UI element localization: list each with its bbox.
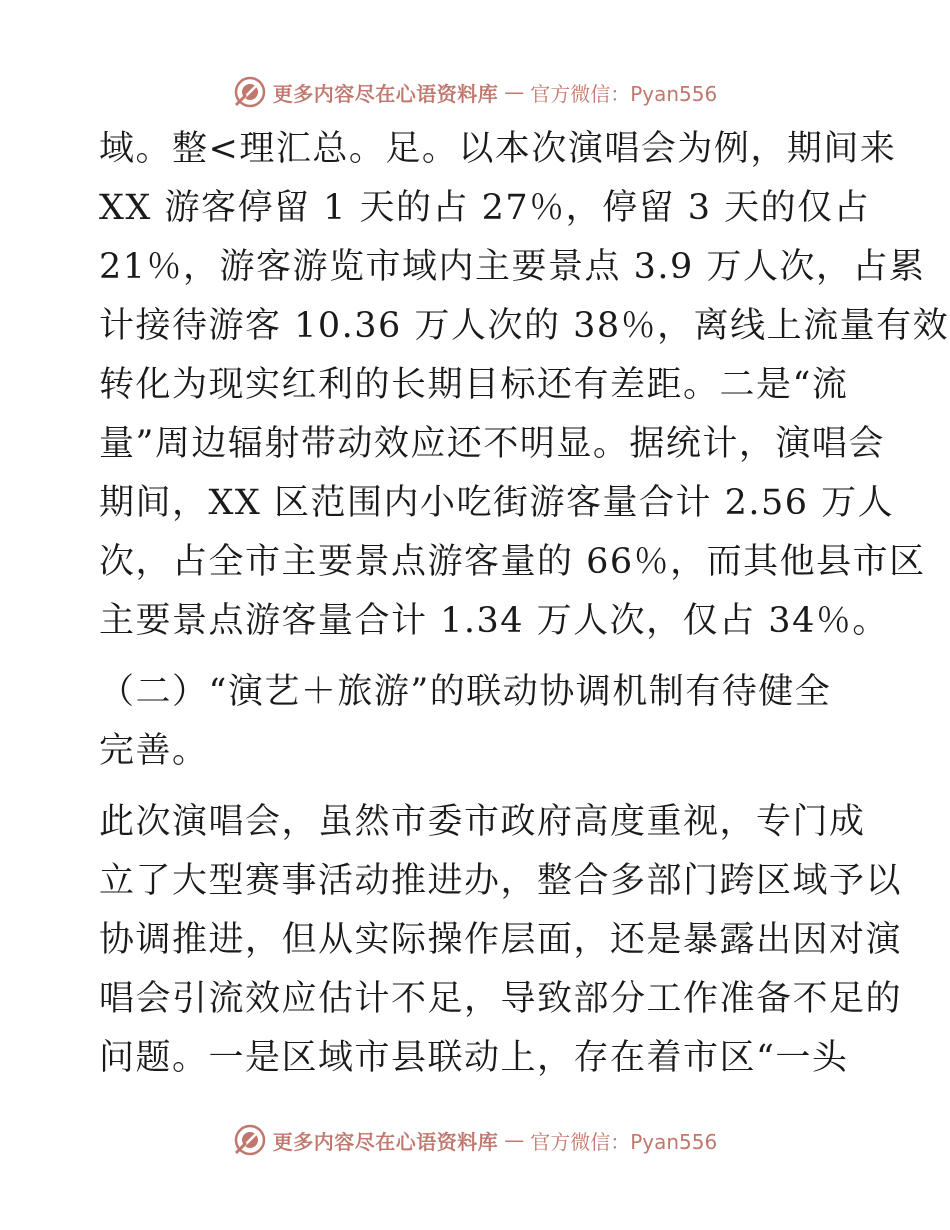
section-heading <box>99 663 859 781</box>
banner-wechat-text: 官方微信：Pyan556 <box>530 1129 718 1154</box>
heading-line: （二）“演艺＋旅游”的联动协调机制有待健全 <box>99 672 832 712</box>
text-line: 域。整<理汇总。足。以本次演唱会为例，期间来 <box>99 129 897 169</box>
text-line: 协调推进，但从实际操作层面，还是暴露出因对演 <box>99 920 903 960</box>
stamp-seal-icon <box>233 1123 267 1157</box>
text-line: 主要景点游客量合计 1.34 万人次，仅占 34％。 <box>99 601 889 641</box>
paragraph-1 <box>99 120 950 651</box>
stamp-seal-icon <box>233 75 267 109</box>
banner-separator: — <box>504 1128 525 1152</box>
text-line: 转化为现实红利的长期目标还有差距。二是“流 <box>99 365 849 405</box>
banner-brand-text: 更多内容尽在心语资料库 <box>272 81 499 106</box>
header-watermark-banner <box>0 72 950 112</box>
text-line: 期间，XX 区范围内小吃街游客量合计 2.56 万人 <box>99 483 895 523</box>
footer-watermark-banner <box>0 1120 950 1160</box>
banner-wechat-text: 官方微信：Pyan556 <box>530 81 718 106</box>
text-line: 计接待游客 10.36 万人次的 38％，离线上流量有效 <box>99 306 950 346</box>
paragraph-2 <box>99 793 903 1088</box>
text-line: XX 游客停留 1 天的占 27％，停留 3 天的仅占 <box>99 188 871 228</box>
document-body <box>99 120 950 1088</box>
text-line: 唱会引流效应估计不足，导致部分工作准备不足的 <box>99 979 903 1019</box>
text-line: 21％，游客游览市域内主要景点 3.9 万人次，占累 <box>99 247 926 287</box>
text-line: 此次演唱会，虽然市委市政府高度重视，专门成 <box>99 802 866 842</box>
banner-brand-text: 更多内容尽在心语资料库 <box>272 1129 499 1154</box>
heading-line: 完善。 <box>99 731 209 771</box>
text-line: 次，占全市主要景点游客量的 66％，而其他县市区 <box>99 542 926 582</box>
text-line: 问题。一是区域市县联动上，存在着市区“一头 <box>99 1038 849 1078</box>
text-line: 立了大型赛事活动推进办，整合多部门跨区域予以 <box>99 861 903 901</box>
banner-separator: — <box>504 80 525 104</box>
text-line: 量”周边辐射带动效应还不明显。据统计，演唱会 <box>99 424 885 464</box>
